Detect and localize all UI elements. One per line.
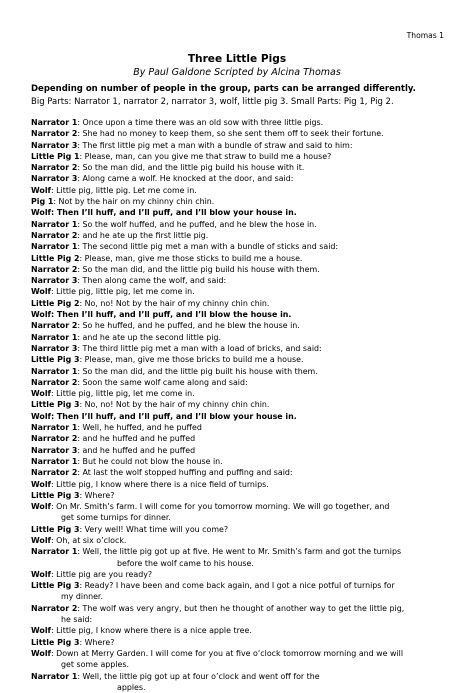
- speaker-name: Narrator 2: [31, 129, 78, 139]
- script-line: [31, 343, 451, 354]
- script-line: [31, 128, 451, 139]
- speaker-name: Little Pig 3: [31, 637, 80, 647]
- speaker-name: Narrator 3: [31, 276, 78, 286]
- script-line: [31, 546, 451, 557]
- intro-note: Depending on number of people in the group, parts can be arranged differently.: [31, 84, 416, 94]
- script-line: [31, 162, 451, 173]
- line-continuation: my dinner.: [61, 592, 103, 602]
- line-text: : The third little pig met a man with a load of bricks, and said:: [77, 343, 322, 353]
- script-line: [31, 603, 451, 614]
- line-text: : Oh, at six o’clock.: [50, 535, 127, 545]
- line-text: : But he could not blow the house in.: [77, 456, 223, 466]
- line-text: : Down at Merry Garden. I will come for you at five o’clock tomorrow morning and we will: [50, 648, 404, 658]
- script-line: [31, 524, 451, 535]
- speaker-name: Pig 1: [31, 197, 54, 207]
- line-text: : Little pig, I know where there is a nice field of turnips.: [50, 479, 269, 489]
- speaker-name: Wolf: [31, 185, 51, 195]
- line-text: : Soon the same wolf came along and said:: [77, 377, 248, 387]
- speaker-name: Little Pig 3: [31, 355, 80, 365]
- page-header: Thomas 1: [406, 31, 444, 40]
- script-line: [31, 479, 451, 490]
- line-text: : Ready? I have been and come back again, and I got a nice potful of turnips for: [79, 581, 395, 591]
- script-line: [31, 490, 451, 501]
- line-continuation: get some apples.: [61, 660, 129, 670]
- script-line: [31, 456, 451, 467]
- document-title: Three Little Pigs: [187, 53, 287, 65]
- script-line: [31, 648, 451, 659]
- script-line: [31, 196, 451, 207]
- script-line: [31, 467, 451, 478]
- speaker-name: Narrator 2: [31, 163, 78, 173]
- script-line: [31, 298, 451, 309]
- speaker-name: Little Pig 3: [31, 400, 80, 410]
- script-line: [31, 445, 451, 456]
- line-text: : Please, man, give me those sticks to build me a house.: [79, 253, 303, 263]
- script-line: [31, 354, 451, 365]
- script-line: [31, 230, 451, 241]
- speaker-name: Wolf: [31, 648, 51, 658]
- speaker-name: Narrator 1: [31, 423, 78, 433]
- line-text: : The second little pig met a man with a bundle of sticks and said:: [77, 242, 339, 252]
- speaker-name: Wolf: [31, 626, 51, 636]
- line-text: : Then I’ll huff, and I’ll puff, and I’ll blow your house in.: [50, 411, 297, 421]
- line-text: : Then I’ll huff, and I’ll puff, and I’ll blow the house in.: [50, 310, 292, 320]
- speaker-name: Wolf: [31, 502, 51, 512]
- speaker-name: Little Pig 3: [31, 490, 80, 500]
- script-line: [31, 671, 451, 682]
- line-text: : Little pig, little pig, let me come in.: [50, 287, 195, 297]
- line-text: : Not by the hair on my chinny chin chin.: [53, 197, 215, 207]
- speaker-name: Narrator 3: [31, 140, 78, 150]
- speaker-name: Narrator 2: [31, 603, 78, 613]
- speaker-name: Wolf: [31, 389, 51, 399]
- speaker-name: Narrator 1: [31, 547, 78, 557]
- script-line: [31, 309, 451, 320]
- script-line: [31, 275, 451, 286]
- script-line: [31, 366, 451, 377]
- script-line: [31, 207, 451, 218]
- line-text: : Well, the little pig got up at five. He went to Mr. Smith’s farm and got the turnips: [77, 547, 402, 557]
- line-text: : Little pig, I know where there is a nice apple tree.: [50, 626, 252, 636]
- speaker-name: Wolf: [31, 479, 51, 489]
- speaker-name: Wolf: [31, 310, 51, 320]
- script-line: [31, 377, 451, 388]
- line-text: : So the man did, and the little pig build his house with it.: [77, 163, 305, 173]
- speaker-name: Little Pig 2: [31, 298, 80, 308]
- line-text: : Along came a wolf. He knocked at the door, and said:: [77, 174, 294, 184]
- line-text: : and he ate up the second little pig.: [77, 332, 222, 342]
- speaker-name: Narrator 1: [31, 118, 78, 127]
- line-text: : Well, he huffed, and he puffed: [77, 423, 202, 433]
- script-line: [31, 320, 451, 331]
- script-line: [31, 569, 451, 580]
- script-line: [31, 117, 451, 128]
- speaker-name: Narrator 1: [31, 671, 78, 681]
- line-text: : Little pig are you ready?: [50, 569, 153, 579]
- script-line: [31, 219, 451, 230]
- speaker-name: Little Pig 2: [31, 253, 80, 263]
- speaker-name: Narrator 2: [31, 321, 78, 331]
- line-text: : Little pig, little pig. Let me come in.: [50, 185, 197, 195]
- line-text: : Please, man, give me those bricks to build me a house.: [79, 355, 304, 365]
- speaker-name: Narrator 2: [31, 434, 78, 444]
- line-text: : She had no money to keep them, so she sent them off to seek their fortune.: [77, 129, 384, 139]
- script-line: [31, 399, 451, 410]
- speaker-name: Narrator 3: [31, 174, 78, 184]
- line-text: : So the man did, and the little pig built his house with them.: [77, 366, 318, 376]
- line-text: : Very well! What time will you come?: [79, 524, 229, 534]
- line-continuation: apples.: [117, 682, 146, 692]
- script-line: [31, 140, 451, 151]
- script-line: [31, 332, 451, 343]
- script-line: [31, 535, 451, 546]
- speaker-name: Narrator 1: [31, 456, 78, 466]
- speaker-name: Wolf: [31, 411, 51, 421]
- line-text: : So he huffed, and he puffed, and he blew the house in.: [77, 321, 300, 331]
- speaker-name: Little Pig 1: [31, 151, 80, 161]
- speaker-name: Little Pig 3: [31, 524, 80, 534]
- script-line: [31, 422, 451, 433]
- line-text: : No, no! Not by the hair of my chinny chin chin.: [79, 298, 270, 308]
- script-line: [31, 185, 451, 196]
- line-text: : Where?: [79, 490, 115, 500]
- script-line: [31, 388, 451, 399]
- script-body: [31, 117, 451, 693]
- line-text: : The wolf was very angry, but then he thought of another way to get the little pig,: [77, 603, 405, 613]
- script-line: [31, 625, 451, 636]
- line-text: : Then along came the wolf, and said:: [77, 276, 227, 286]
- speaker-name: Wolf: [31, 287, 51, 297]
- script-line: [31, 264, 451, 275]
- script-line: [31, 637, 451, 648]
- line-text: : Then I’ll huff, and I’ll puff, and I’ll blow your house in.: [50, 208, 297, 218]
- document-subtitle: By Paul Galdone Scripted by Alcina Thomas: [133, 67, 341, 78]
- line-text: : At last the wolf stopped huffing and puffing and said:: [77, 468, 293, 478]
- script-line: [31, 241, 451, 252]
- speaker-name: Narrator 1: [31, 242, 78, 252]
- speaker-name: Wolf: [31, 569, 51, 579]
- line-continuation: get some turnips for dinner.: [61, 513, 171, 523]
- line-text: : and he ate up the first little pig.: [77, 230, 209, 240]
- speaker-name: Narrator 1: [31, 332, 78, 342]
- line-text: : So the wolf huffed, and he puffed, and he blew the hose in.: [77, 219, 317, 229]
- speaker-name: Narrator 1: [31, 219, 78, 229]
- speaker-name: Narrator 3: [31, 343, 78, 353]
- line-text: : Little pig, little pig, let me come in.: [50, 389, 195, 399]
- line-text: : So the man did, and the little pig build his house with them.: [77, 264, 320, 274]
- script-line: [31, 501, 451, 512]
- speaker-name: Narrator 3: [31, 445, 78, 455]
- script-line: [31, 253, 451, 264]
- line-text: : No, no! Not by the hair of my chinny chin chin.: [79, 400, 270, 410]
- line-text: : On Mr. Smith’s farm. I will come for you tomorrow morning. We will go together, and: [50, 502, 390, 512]
- speaker-name: Narrator 2: [31, 468, 78, 478]
- intro-parts: Big Parts: Narrator 1, narrator 2, narrator 3, wolf, little pig 3. Small Parts: Pig 1, Pig 2.: [31, 97, 394, 107]
- script-line: [31, 580, 451, 591]
- line-text: : The first little pig met a man with a bundle of straw and said to him:: [77, 140, 353, 150]
- speaker-name: Wolf: [31, 208, 51, 218]
- speaker-name: Little Pig 3: [31, 581, 80, 591]
- line-continuation: he said:: [61, 615, 93, 625]
- line-text: : Where?: [79, 637, 115, 647]
- script-line: [31, 286, 451, 297]
- script-line: [31, 411, 451, 422]
- speaker-name: Narrator 1: [31, 366, 78, 376]
- line-text: : Please, man, can you give me that straw to build me a house?: [79, 151, 332, 161]
- speaker-name: Narrator 2: [31, 377, 78, 387]
- script-line: [31, 173, 451, 184]
- line-text: : and he huffed and he puffed: [77, 445, 196, 455]
- script-line: [31, 151, 451, 162]
- speaker-name: Narrator 2: [31, 230, 78, 240]
- line-continuation: before the wolf came to his house.: [117, 558, 254, 568]
- script-line: [31, 433, 451, 444]
- line-text: : Well, the little pig got up at four o’clock and went off for the: [77, 671, 320, 681]
- speaker-name: Narrator 2: [31, 264, 78, 274]
- speaker-name: Wolf: [31, 535, 51, 545]
- line-text: : Once upon a time there was an old sow with three little pigs.: [77, 118, 324, 127]
- line-text: : and he huffed and he puffed: [77, 434, 196, 444]
